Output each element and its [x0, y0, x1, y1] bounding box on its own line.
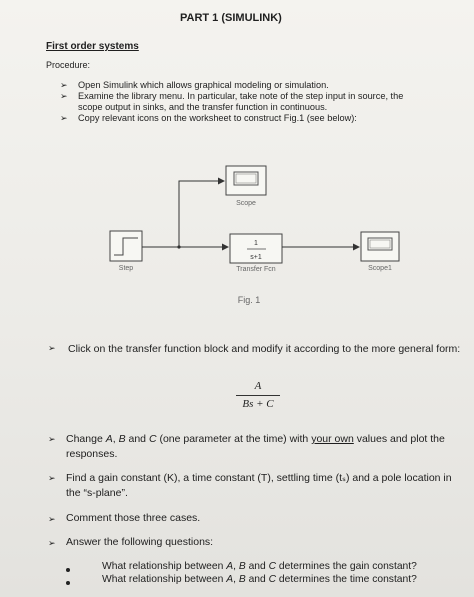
question-3: Find a gain constant (K), a time constant (T), settling time (tₛ) and a pole location in	[66, 472, 452, 484]
sub-question-2: What relationship between A, B and C determines the time constant?	[102, 574, 417, 585]
tf-numerator: 1	[254, 240, 258, 247]
arrow-bullet-icon: ➢	[48, 473, 56, 483]
dot-bullet-icon	[66, 581, 70, 585]
formula-denominator: Bs + C	[242, 398, 274, 410]
question-2-cont: responses.	[66, 448, 118, 460]
section-heading: First order systems	[46, 41, 139, 52]
procedure-item-1: Open Simulink which allows graphical modeling or simulation.	[78, 80, 329, 90]
scope1-label: Scope1	[368, 265, 392, 272]
step-block	[110, 231, 142, 261]
procedure-label: Procedure:	[46, 60, 91, 70]
arrow-bullet-icon: ➢	[48, 434, 56, 444]
scope-label: Scope	[236, 200, 256, 207]
arrow-bullet-icon: ➢	[60, 80, 68, 90]
arrow-bullet-icon: ➢	[60, 113, 68, 123]
question-2: Change A, B and C (one parameter at the time) with your own values and plot the	[66, 433, 445, 445]
tf-denominator: s+1	[250, 254, 262, 261]
procedure-item-2-cont: scope output in sinks, and the transfer function in continuous.	[78, 102, 328, 112]
question-5: Answer the following questions:	[66, 536, 214, 548]
question-4: Comment those three cases.	[66, 512, 201, 524]
arrow-bullet-icon: ➢	[48, 343, 56, 353]
formula-numerator: A	[254, 380, 262, 392]
formula-fraction-bar	[236, 395, 280, 396]
figure-caption: Fig. 1	[237, 295, 261, 305]
page-title: PART 1 (SIMULINK)	[180, 12, 282, 24]
question-1: Click on the transfer function block and modify it according to the more general form:	[68, 343, 461, 355]
procedure-item-2: Examine the library menu. In particular, take note of the step input in source, the	[78, 91, 404, 101]
scope1-block	[361, 232, 399, 261]
scope-block	[226, 166, 266, 195]
question-3-cont: the “s-plane”.	[66, 487, 128, 499]
dot-bullet-icon	[66, 568, 70, 572]
arrow-bullet-icon: ➢	[48, 514, 56, 524]
arrow-bullet-icon: ➢	[60, 91, 68, 101]
sub-question-1: What relationship between A, B and C determines the gain constant?	[102, 561, 417, 572]
step-label: Step	[118, 265, 134, 272]
arrow-bullet-icon: ➢	[48, 538, 56, 548]
transfer-fcn-label: Transfer Fcn	[236, 266, 276, 273]
procedure-item-3: Copy relevant icons on the worksheet to construct Fig.1 (see below):	[78, 113, 357, 123]
